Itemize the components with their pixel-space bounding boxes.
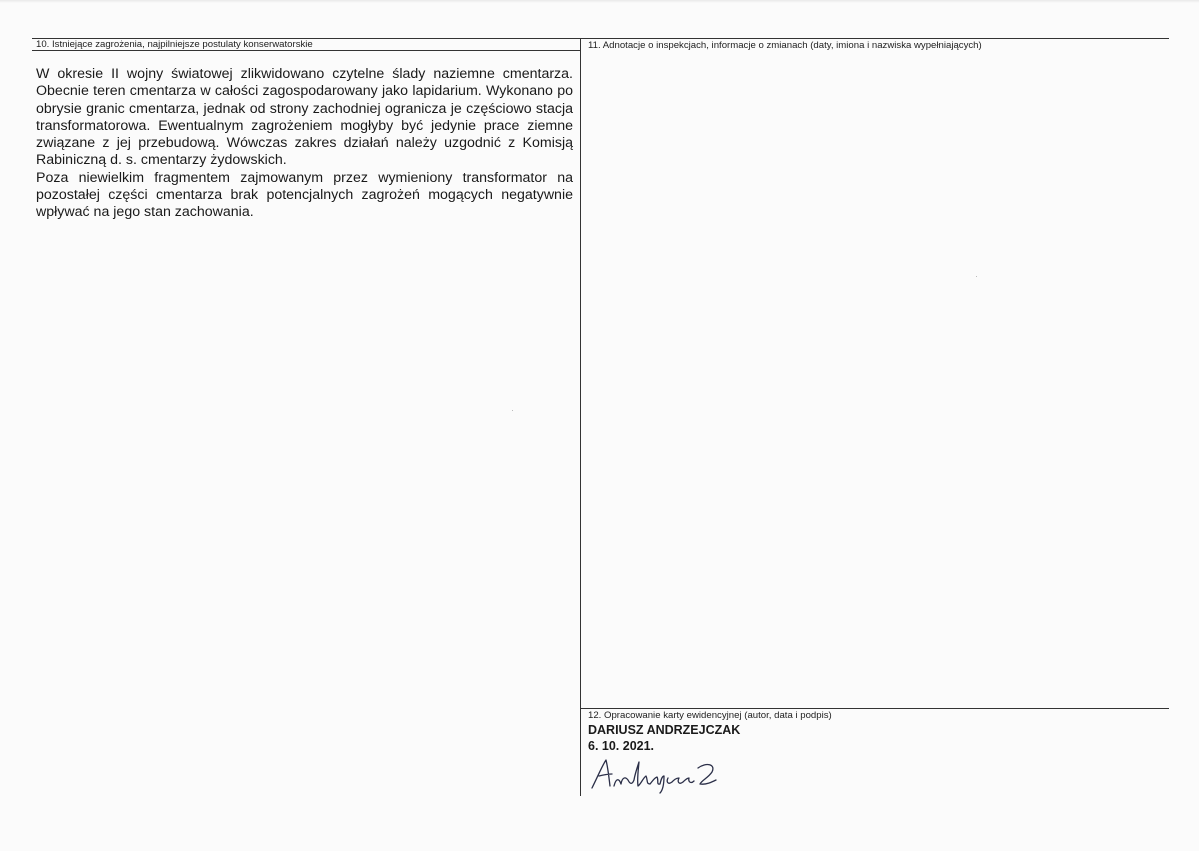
section-10-paragraph-2: Poza niewielkim fragmentem zajmowanym przez wymieniony transformator na pozostałej części cmentarza brak potencjalnych zagrożeń mogących negatywnie wpływać na jego stan zachowania. [36, 169, 573, 221]
section-10-body [36, 66, 573, 222]
column-divider [580, 38, 581, 796]
scan-speck [976, 276, 977, 277]
section-10-paragraph-1: W okresie II wojny światowej zlikwidowano czytelne ślady naziemne cmentarza. Obecnie teren cmentarza w całości zagospodarowany jako lapidarium. Wykonano po obrysie granic cmentarza, jednak od strony zachodniej ogranicza je częściowo stacja transformatorowa. Ewentualnym zagrożeniem mogłyby być jedynie prace ziemne związane z jej przebudową. Wówczas zakres działań należy uzgodnić z Komisją Rabiniczną d. s. cmentarzy żydowskich. [36, 66, 573, 169]
scan-speck [512, 410, 513, 411]
handwritten-signature [588, 754, 728, 794]
author-name: DARIUSZ ANDRZEJCZAK [588, 723, 741, 737]
section-12-header: 12. Opracowanie karty ewidencyjnej (autor, data i podpis) [588, 710, 832, 721]
section-10-header: 10. Istniejące zagrożenia, najpilniejsze postulaty konserwatorskie [36, 39, 313, 50]
section-12-top-line [580, 708, 1169, 709]
section-10-underline [32, 50, 580, 51]
author-date: 6. 10. 2021. [588, 739, 655, 753]
section-11-header: 11. Adnotacje o inspekcjach, informacje o zmianach (daty, imiona i nazwiska wypełniających) [588, 40, 982, 51]
scan-edge [0, 0, 1199, 3]
